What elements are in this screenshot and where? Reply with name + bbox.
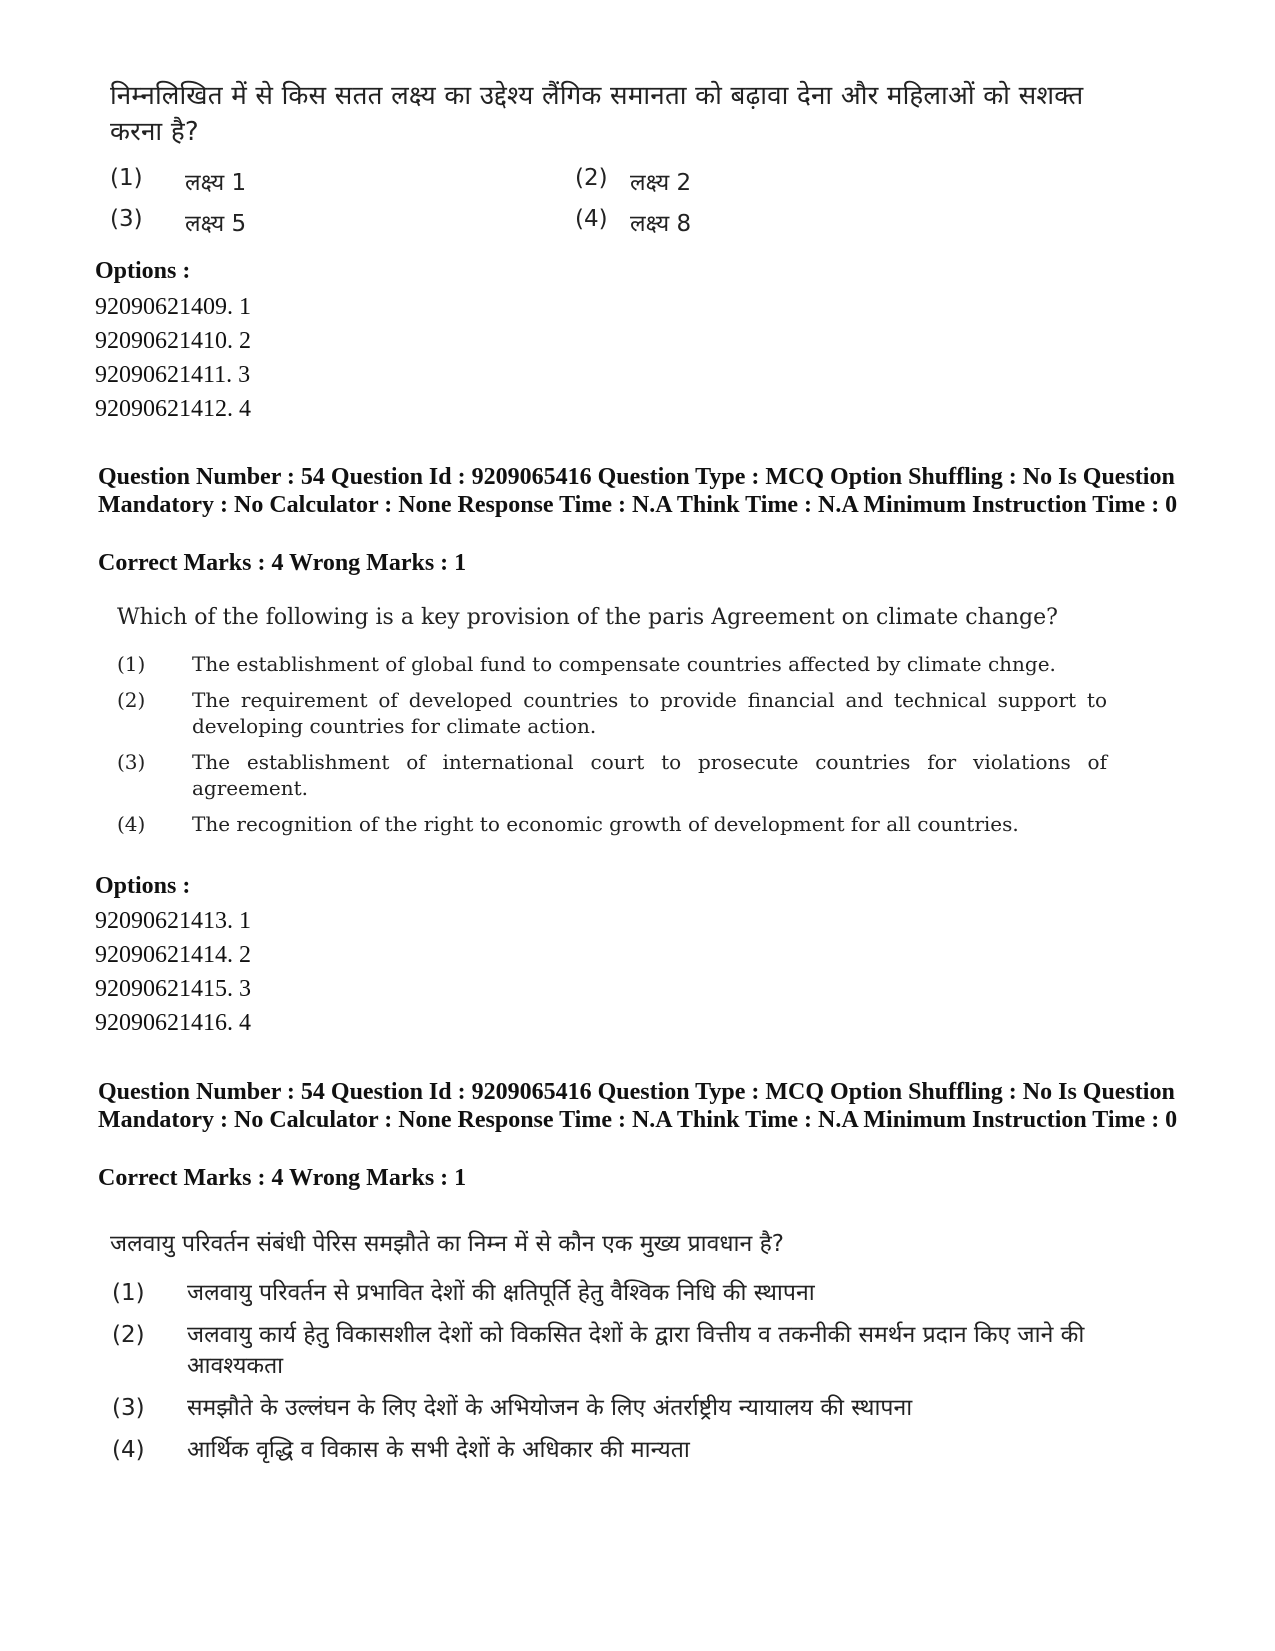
choice-4 bbox=[575, 206, 975, 236]
choice-number: (1) bbox=[117, 652, 146, 676]
option-id: 92090621416. 4 bbox=[95, 1010, 251, 1036]
choice-text: The establishment of international court to prosecute countries for violations of agreement. bbox=[192, 750, 1107, 800]
choice-number: (3) bbox=[117, 750, 146, 774]
options-list bbox=[95, 290, 251, 426]
choice-3 bbox=[117, 749, 1107, 803]
choice-1 bbox=[110, 165, 510, 195]
choice-text: आर्थिक वृद्धि व विकास के सभी देशों के अधिकार की मान्यता bbox=[187, 1437, 690, 1463]
option-id: 92090621412. 4 bbox=[95, 396, 251, 422]
choice-text: लक्ष्य 1 bbox=[185, 170, 247, 196]
option-id: 92090621413. 1 bbox=[95, 908, 251, 934]
choice-text: जलवायु कार्य हेतु विकासशील देशों को विकसित देशों के द्वारा वित्तीय व तकनीकी समर्थन प्रदान किए जाने की आवश्यकता bbox=[187, 1322, 1085, 1379]
question-text-english: Which of the following is a key provision of the paris Agreement on climate change? bbox=[117, 605, 1058, 630]
choice-number: (3) bbox=[112, 1395, 145, 1421]
choice-4 bbox=[117, 811, 1107, 839]
question-meta: Question Number : 54 Question Id : 9209065416 Question Type : MCQ Option Shuffling : No Is Question Mandatory : No Calculator : None Response Time : N.A Think Time : N.A Minimum Instruction Time : 0 bbox=[98, 1079, 1178, 1133]
option-id: 92090621411. 3 bbox=[95, 362, 251, 388]
question-text-hindi: जलवायु परिवर्तन संबंधी पेरिस समझौते का निम्न में से कौन एक मुख्य प्रावधान है? bbox=[110, 1231, 784, 1257]
choice-text: लक्ष्य 2 bbox=[630, 170, 692, 196]
choice-text: लक्ष्य 8 bbox=[630, 211, 692, 237]
choice-number: (4) bbox=[112, 1437, 145, 1463]
choice-text: समझौते के उल्लंघन के लिए देशों के अभियोजन के लिए अंतर्राष्ट्रीय न्यायालय की स्थापना bbox=[187, 1395, 913, 1421]
choice-3 bbox=[110, 206, 510, 236]
option-id: 92090621409. 1 bbox=[95, 294, 251, 320]
options-label: Options : bbox=[95, 873, 191, 899]
choice-text: The establishment of global fund to compensate countries affected by climate chnge. bbox=[192, 652, 1056, 676]
choice-number: (4) bbox=[117, 812, 146, 836]
options-label: Options : bbox=[95, 258, 191, 284]
choice-number: (4) bbox=[575, 206, 608, 232]
marks-info: Correct Marks : 4 Wrong Marks : 1 bbox=[98, 1165, 467, 1191]
choice-number: (3) bbox=[110, 206, 143, 232]
choice-4 bbox=[112, 1435, 1112, 1467]
marks-info: Correct Marks : 4 Wrong Marks : 1 bbox=[98, 550, 467, 576]
choice-text: The recognition of the right to economic growth of development for all countries. bbox=[192, 812, 1019, 836]
option-id: 92090621414. 2 bbox=[95, 942, 251, 968]
question-meta: Question Number : 54 Question Id : 9209065416 Question Type : MCQ Option Shuffling : No Is Question Mandatory : No Calculator : None Response Time : N.A Think Time : N.A Minimum Instruction Time : 0 bbox=[98, 464, 1178, 518]
choice-number: (2) bbox=[575, 165, 608, 191]
option-id: 92090621410. 2 bbox=[95, 328, 251, 354]
choice-number: (2) bbox=[117, 688, 146, 712]
choice-1 bbox=[112, 1278, 1112, 1310]
choice-2 bbox=[112, 1320, 1112, 1384]
option-id: 92090621415. 3 bbox=[95, 976, 251, 1002]
choice-2 bbox=[575, 165, 975, 195]
choice-3 bbox=[112, 1393, 1112, 1425]
choice-number: (1) bbox=[110, 165, 143, 191]
choice-1 bbox=[117, 651, 1107, 679]
question-text-hindi: निम्नलिखित में से किस सतत लक्ष्य का उद्देश्य लैंगिक समानता को बढ़ावा देना और महिलाओं को सशक्त करना है? bbox=[110, 81, 1084, 147]
choice-number: (2) bbox=[112, 1322, 145, 1348]
choice-text: The requirement of developed countries to provide financial and technical support to developing countries for climate action. bbox=[192, 688, 1107, 738]
options-list bbox=[95, 904, 251, 1040]
choice-2 bbox=[117, 687, 1107, 741]
choice-text: जलवायु परिवर्तन से प्रभावित देशों की क्षतिपूर्ति हेतु वैश्विक निधि की स्थापना bbox=[187, 1280, 815, 1306]
choice-number: (1) bbox=[112, 1280, 145, 1306]
choice-text: लक्ष्य 5 bbox=[185, 211, 247, 237]
